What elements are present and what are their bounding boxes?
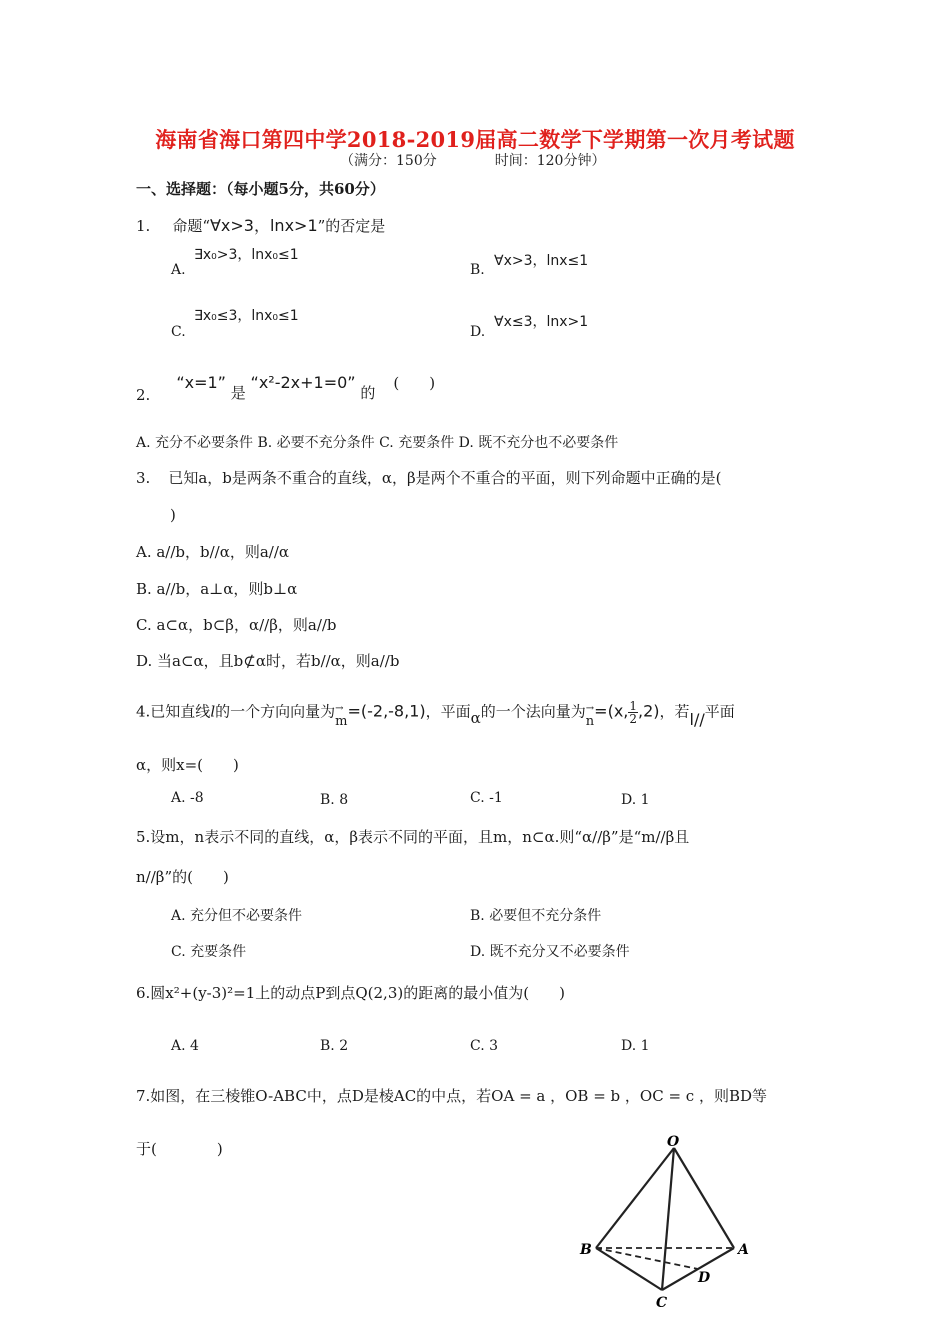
- question-2-options: A. 充分不必要条件 B. 必要不充分条件 C. 充要条件 D. 既不充分也不必要条件: [136, 435, 619, 451]
- q5-option-c: C. 充要条件: [171, 944, 247, 960]
- question-5-stem: 5.设m，n表示不同的直线，α，β表示不同的平面，且m，n⊂α.则“α//β”是“m//β且: [136, 828, 690, 846]
- q6-option-b: B. 2: [320, 1038, 349, 1054]
- q6-option-d: D. 1: [621, 1038, 650, 1054]
- q4-option-c: C. -1: [470, 790, 503, 806]
- q5-option-b: B. 必要但不充分条件: [470, 908, 602, 924]
- q4-option-a: A. -8: [171, 790, 204, 806]
- q1-option-d: ∀x≤3，lnx>1: [494, 314, 589, 330]
- question-2-stem: 2.“x=1” 是 “x²-2x+1=0” 的( ): [136, 373, 436, 404]
- q5-option-d: D. 既不充分又不必要条件: [470, 944, 630, 960]
- q1-option-d-label: D.: [470, 324, 486, 340]
- label-C: C: [656, 1295, 668, 1310]
- question-4-line2: α，则x=( ): [136, 756, 239, 774]
- q3-option-c: C. a⊂α，b⊂β，α//β，则a//b: [136, 616, 337, 634]
- q6-option-a: A. 4: [171, 1038, 199, 1054]
- q1-option-a: ∃x₀>3，lnx₀≤1: [194, 247, 299, 263]
- question-7-line2: 于( ): [136, 1140, 223, 1158]
- q1-option-c: ∃x₀≤3，lnx₀≤1: [194, 308, 299, 324]
- label-O: O: [667, 1134, 680, 1150]
- q1-option-b: ∀x>3，lnx≤1: [494, 253, 589, 269]
- q1-option-a-label: A.: [171, 262, 186, 278]
- label-B: B: [580, 1242, 592, 1258]
- pyramid-figure: [570, 1130, 770, 1310]
- question-7-stem: 7.如图，在三棱锥O-ABC中，点D是棱AC的中点，若OA = a ，OB = b ，OC = c ，则BD等: [136, 1087, 768, 1105]
- question-3-paren: ): [170, 506, 176, 524]
- question-6-stem: 6.圆x²+(y-3)²=1上的动点P到点Q(2,3)的距离的最小值为( ): [136, 984, 565, 1002]
- section-heading: 一、选择题：（每小题5分，共60分）: [136, 180, 385, 198]
- vector-n: → n: [586, 714, 594, 729]
- q4-option-d: D. 1: [621, 792, 650, 808]
- fraction-half: $\frac{1}{2}$: [629, 699, 638, 726]
- label-A: A: [738, 1242, 749, 1258]
- label-D: D: [698, 1270, 711, 1286]
- q5-option-a: A. 充分但不必要条件: [171, 908, 303, 924]
- q4-option-b: B. 8: [320, 792, 349, 808]
- exam-title: 海南省海口第四中学2018-2019届高二数学下学期第一次月考试题: [155, 127, 795, 152]
- q3-option-d: D. 当a⊂α，且b⊄α时，若b//α，则a//b: [136, 652, 400, 670]
- vector-m: → m: [335, 714, 347, 729]
- question-1-stem: 1. 命题“∀x>3，lnx>1”的否定是: [136, 216, 386, 235]
- question-4-stem: 4.已知直线l的一个方向向量为→ m=(-2,-8,1)，平面α的一个法向量为→ n=(x, $\frac{1}{2}$ ,2)，若l//平面: [136, 700, 735, 725]
- edge-OB: [596, 1148, 674, 1248]
- question-3-stem: 3. 已知a，b是两条不重合的直线，α，β是两个不重合的平面，则下列命题中正确的是(: [136, 469, 722, 487]
- q3-option-a: A. a//b，b//α，则a//α: [136, 543, 290, 561]
- q1-option-b-label: B.: [470, 262, 485, 278]
- q6-option-c: C. 3: [470, 1038, 499, 1054]
- q1-option-c-label: C.: [171, 324, 186, 340]
- exam-subtitle: [340, 150, 605, 170]
- q3-option-b: B. a//b，a⊥α，则b⊥α: [136, 580, 298, 598]
- edge-OC: [662, 1148, 674, 1290]
- edge-OA: [674, 1148, 734, 1248]
- score-info: （满分：150分: [340, 153, 437, 169]
- question-5-line2: n//β”的( ): [136, 868, 229, 886]
- time-info: 时间：120分钟）: [494, 153, 606, 169]
